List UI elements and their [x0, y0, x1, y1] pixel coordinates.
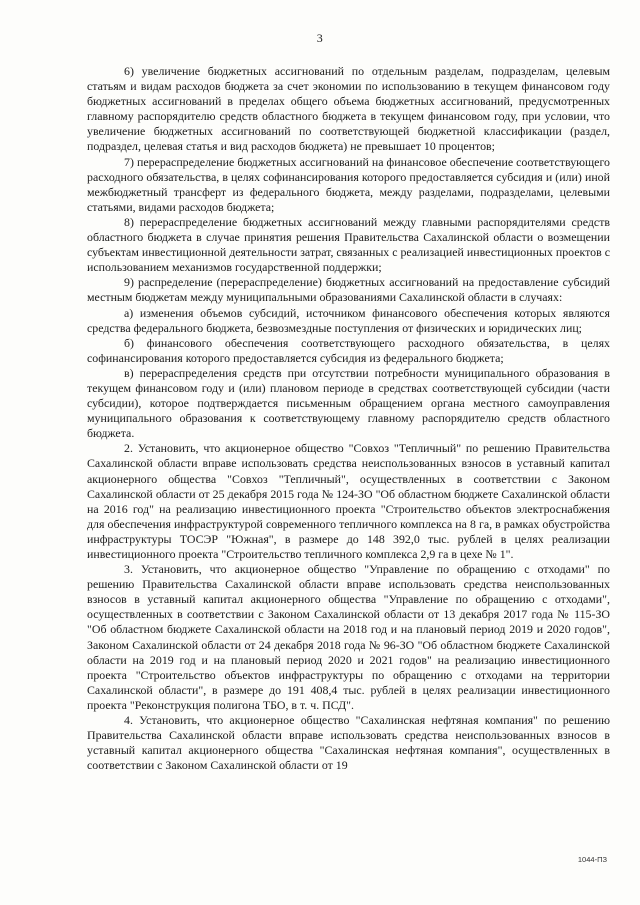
- paragraph-subitem-b: б) финансового обеспечения соответствующего расходного обязательства, в целях софинансирования которого предоставляется субсидия из федерального бюджета;: [87, 335, 610, 365]
- paragraph-subitem-a: а) изменения объемов субсидий, источником финансового обеспечения которых являются средства федерального бюджета, безвозмездные поступления от физических и юридических лиц;: [87, 305, 610, 335]
- document-code: 1044-ПЗ: [577, 855, 607, 864]
- paragraph-clause-4: 4. Установить, что акционерное общество "Сахалинская нефтяная компания" по решению Правительства Сахалинской области вправе использовать средства неиспользованных взносов в уставный капитал акционерного общества "Сахалинская нефтяная компания", осуществленных в соответствии с Законом Сахалинской области от 19: [87, 713, 610, 773]
- document-body: [87, 64, 610, 773]
- paragraph-subitem-v: в) перераспределения средств при отсутствии потребности муниципального образования в текущем финансовом году и (или) плановом периоде в средствах соответствующей субсидии (части субсидии), которое подтверждается письменным обращением органа местного самоуправления муниципального образования к соответствующему главному распорядителю средств областного бюджета.: [87, 365, 610, 441]
- paragraph-item-6: 6) увеличение бюджетных ассигнований по отдельным разделам, подразделам, целевым статьям и видам расходов бюджета за счет экономии по использованию в текущем финансовом году бюджетных ассигнований в пределах общего объема бюджетных ассигнований, предусмотренных главному распорядителю средств областного бюджета в текущем финансовом году, при условии, что увеличение бюджетных ассигнований по соответствующей бюджетной классификации (раздел, подраздел, целевая статья и вид расходов бюджета) не превышает 10 процентов;: [87, 64, 610, 154]
- paragraph-item-7: 7) перераспределение бюджетных ассигнований на финансовое обеспечение соответствующего расходного обязательства, в целях софинансирования которого предоставляется субсидия и (или) иной межбюджетный трансферт из федерального бюджета, между разделами, подразделами, целевыми статьями, видами расходов бюджета;: [87, 154, 610, 214]
- page-number: 3: [316, 31, 324, 45]
- paragraph-clause-3: 3. Установить, что акционерное общество "Управление по обращению с отходами" по решению Правительства Сахалинской области вправе использовать средства неиспользованных взносов в уставный капитал акционерного общества "Управление по обращению с отходами", осуществленных в соответствии с Законом Сахалинской области от 13 декабря 2017 года № 115-ЗО "Об областном бюджете Сахалинской области на 2018 год и на плановый период 2019 и 2020 годов", Законом Сахалинской области от 24 декабря 2018 года № 96-ЗО "Об областном бюджете Сахалинской области на 2019 год и на плановый период 2020 и 2021 годов" на реализацию инвестиционного проекта "Строительство объектов инфраструктуры по обращению с отходами на территории Сахалинской области", в размере до 191 408,4 тыс. рублей в целях реализации инвестиционного проекта "Реконструкция полигона ТБО, в т. ч. ПСД".: [87, 562, 610, 712]
- paragraph-clause-2: 2. Установить, что акционерное общество "Совхоз "Тепличный" по решению Правительства Сахалинской области вправе использовать средства неиспользованных взносов в уставный капитал акционерного общества "Совхоз "Тепличный", осуществленных в соответствии с Законом Сахалинской области от 25 декабря 2015 года № 124-ЗО "Об областном бюджете Сахалинской области на 2016 год" на реализацию инвестиционного проекта "Строительство объектов электроснабжения для обеспечения инфраструктурой современного тепличного комплекса на 8 га, в рамках обустройства инфраструктуры ТОСЭР "Южная", в размере до 148 392,0 тыс. рублей в целях реализации инвестиционного проекта "Строительство тепличного комплекса 2,9 га в цехе № 1".: [87, 441, 610, 561]
- paragraph-item-8: 8) перераспределение бюджетных ассигнований между главными распорядителями средств областного бюджета в случае принятия решения Правительства Сахалинской области о возмещении субъектам инвестиционной деятельности затрат, связанных с реализацией инвестиционных проектов с использованием механизмов государственной поддержки;: [87, 214, 610, 275]
- paragraph-item-9: 9) распределение (перераспределение) бюджетных ассигнований на предоставление субсидий местным бюджетам между муниципальными образованиями Сахалинской области в случаях:: [87, 275, 610, 305]
